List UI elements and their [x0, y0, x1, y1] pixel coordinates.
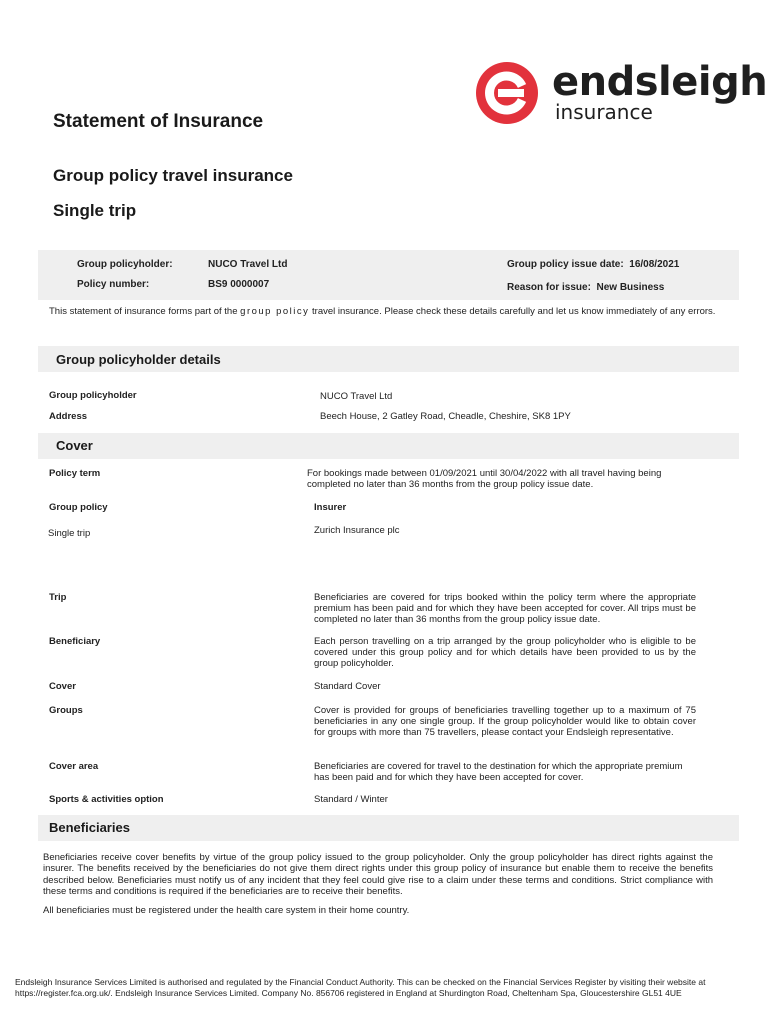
beneficiary-label: Beneficiary	[49, 636, 101, 647]
group-policy-label: Group policy	[49, 502, 108, 513]
cover-label: Cover	[49, 681, 76, 692]
beneficiaries-paragraph-2: All beneficiaries must be registered under the health care system in their home country.	[43, 905, 410, 916]
groups-label: Groups	[49, 705, 83, 716]
groups-value: Cover is provided for groups of beneficiaries travelling together up to a maximum of 75 beneficiaries in any one single group. If the group policyholder would like to obtain cover for groups with more than 75 travellers, please contact your Endsleigh representative.	[314, 705, 696, 739]
reason-value: New Business	[596, 282, 665, 293]
sports-value: Standard / Winter	[314, 794, 388, 805]
intro-emphasis: group policy	[240, 306, 310, 317]
issue-date-value: 16/08/2021	[629, 259, 680, 270]
issue-date-label: Group policy issue date:	[507, 259, 624, 270]
trip-label: Trip	[49, 592, 67, 603]
beneficiaries-section-title: Beneficiaries	[49, 820, 130, 835]
footer-regulatory-text: Endsleigh Insurance Services Limited is authorised and regulated by the Financial Conduct Authority. This can be checked on the Financial Services Register by visiting their website at https://register.fca.org.uk/. Endsleigh Insurance Services Limited. Company No. 856706 registered in England at Shurdington Road, Cheltenham Spa, Gloucestershire GL51 4UE	[15, 977, 706, 998]
insurer-value: Zurich Insurance plc	[314, 525, 400, 536]
group-policy-value: Single trip	[48, 528, 91, 539]
cover-section-header	[38, 433, 739, 459]
summary-reason	[507, 282, 664, 293]
policy-term-value: For bookings made between 01/09/2021 until 30/04/2022 with all travel having being completed no later than 36 months from the group policy issue date.	[307, 468, 662, 491]
summary-policy-value: BS9 0000007	[208, 279, 270, 290]
sports-label: Sports & activities option	[49, 794, 164, 805]
logo-wordmark: endsleigh	[552, 59, 768, 105]
cover-value: Standard Cover	[314, 681, 381, 692]
policyholder-label: Group policyholder	[49, 390, 137, 401]
cover-section-title: Cover	[56, 438, 93, 453]
summary-issue-date	[507, 259, 679, 270]
policyholder-value: NUCO Travel Ltd	[320, 391, 393, 402]
endsleigh-e-logo-icon	[476, 62, 538, 124]
beneficiaries-paragraph-1: Beneficiaries receive cover benefits by virtue of the group policy issued to the group policyholder. Only the group policyholder has direct rights against the insurer. The benefits received by the beneficiaries do not give them direct rights under this group policy of insurance but enable them to receive the benefits described below. Beneficiaries must notify us of any incident that they feel could give rise to a claim under these terms and conditions. Strict compliance with these terms and conditions is required if the beneficiaries are to receive their benefits.	[43, 852, 713, 897]
document-subtitle: Group policy travel insurance	[53, 166, 293, 185]
document-title: Statement of Insurance	[53, 111, 264, 132]
beneficiaries-section-header	[38, 815, 739, 841]
cover-area-label: Cover area	[49, 761, 99, 772]
endsleigh-logo	[476, 59, 768, 124]
trip-type-heading: Single trip	[53, 201, 137, 220]
summary-policy-label: Policy number:	[77, 279, 150, 290]
summary-holder-label: Group policyholder:	[77, 259, 173, 270]
beneficiary-value: Each person travelling on a trip arranged by the group policyholder who is eligible to be covered under this group policy and for which details have been provided to us by the group policyholder.	[314, 636, 696, 670]
address-value: Beech House, 2 Gatley Road, Cheadle, Cheshire, SK8 1PY	[320, 411, 571, 422]
logo-subtitle: insurance	[555, 100, 653, 124]
policy-term-label: Policy term	[49, 468, 101, 479]
intro-text-2: travel insurance. Please check these details carefully and let us know immediately of any errors.	[312, 306, 716, 317]
cover-area-value: Beneficiaries are covered for travel to the destination for which the appropriate premium has been paid and for which they have been accepted for cover.	[314, 761, 683, 784]
intro-paragraph	[49, 306, 729, 318]
policyholder-section-title: Group policyholder details	[56, 352, 221, 367]
trip-value: Beneficiaries are covered for trips booked within the policy term where the appropriate premium has been paid and for which they have been accepted for cover. All trips must be completed no later than 36 months from the group policy issue date.	[314, 592, 696, 626]
reason-label: Reason for issue:	[507, 282, 591, 293]
address-label: Address	[49, 411, 88, 422]
summary-holder-value: NUCO Travel Ltd	[208, 259, 288, 270]
insurer-label: Insurer	[314, 502, 347, 513]
intro-text-1: This statement of insurance forms part of the	[49, 306, 238, 317]
